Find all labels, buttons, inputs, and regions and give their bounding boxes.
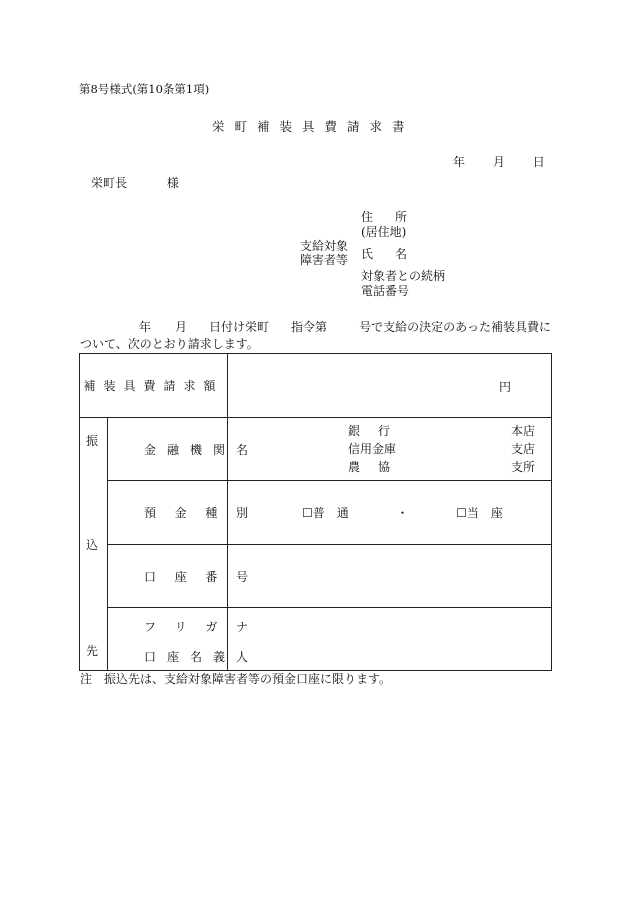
furigana-label-char: ナ — [235, 620, 248, 634]
applicant-relation-label: 対象者との続柄 — [361, 269, 446, 283]
deposit-ordinary-checkbox[interactable]: ☐普 通 — [302, 506, 349, 520]
holder-row — [80, 608, 552, 671]
bank-type-list — [348, 422, 402, 476]
bank-label-text-char: 名 — [235, 442, 248, 457]
account-number-label — [108, 545, 248, 608]
account-holder-label-char: 義 — [212, 650, 225, 664]
addressee-honorific: 様 — [166, 176, 179, 190]
claim-table — [79, 353, 552, 671]
date-line — [453, 155, 545, 169]
bank-label-text-char: 融 — [166, 442, 179, 457]
notice-line-1 — [139, 320, 551, 334]
branch-type-main: 本店 — [511, 424, 536, 438]
applicant-group-line2: 障害者等 — [300, 253, 349, 267]
applicant-address-label: 住所 — [361, 210, 430, 224]
furigana-label-char: フ — [144, 620, 157, 634]
branch-type-list — [511, 422, 535, 476]
document-title: 栄町補装具費請求書 — [212, 119, 415, 134]
bank-type-bank: 銀 行 — [348, 424, 391, 438]
bank-label-text-char: 金 — [144, 442, 157, 457]
notice-rest: 号で支給の決定のあった補装具費に — [359, 320, 551, 334]
deposit-type-cell — [228, 481, 552, 545]
yen-unit: 円 — [499, 380, 512, 394]
bank-input-cell[interactable] — [228, 418, 552, 481]
date-day-label: 日 — [532, 155, 545, 169]
bank-label-text-char: 機 — [189, 442, 202, 457]
applicant-phone-label: 電話番号 — [361, 284, 410, 298]
addressee-name: 栄町長 — [91, 176, 128, 190]
bank-type-nokyo: 農 協 — [348, 460, 391, 474]
furigana-label-char: ガ — [205, 620, 218, 634]
deposit-type-label-text-char: 別 — [235, 506, 248, 520]
applicant-name-label: 氏名 — [361, 247, 430, 261]
date-month-label: 月 — [492, 155, 505, 169]
holder-input-cell[interactable] — [228, 608, 552, 671]
account-number-row — [80, 545, 552, 608]
deposit-type-label-text-char: 預 — [144, 506, 157, 520]
amount-row — [80, 354, 552, 418]
branch-type-branch: 支店 — [511, 442, 536, 456]
account-number-label-text-char: 座 — [174, 569, 187, 584]
deposit-type-label-text-char: 種 — [205, 506, 218, 520]
bank-label — [108, 418, 248, 481]
applicant-group-label — [300, 239, 348, 267]
transfer-char-1: 振 — [86, 434, 99, 448]
account-holder-label-char: 名 — [189, 650, 202, 664]
notice-order: 指令第 — [291, 320, 328, 334]
transfer-char-3: 先 — [86, 644, 99, 658]
form-number: 第8号様式(第10条第1項) — [79, 82, 210, 96]
deposit-separator: ・ — [396, 506, 409, 520]
addressee — [91, 176, 179, 190]
account-holder-label-char: 人 — [235, 650, 248, 664]
deposit-current-checkbox[interactable]: ☐当 座 — [456, 506, 503, 520]
account-number-label-text-char: 号 — [235, 569, 248, 584]
transfer-char-2: 込 — [86, 538, 99, 552]
date-year-label: 年 — [453, 155, 466, 169]
account-number-label-text-char: 番 — [205, 569, 218, 584]
notice-month: 月 — [175, 320, 188, 334]
holder-label-cell — [108, 608, 248, 671]
notice-year: 年 — [139, 320, 152, 334]
account-holder-label-char: 口 — [144, 650, 157, 664]
bank-label-text-char: 関 — [212, 442, 225, 457]
footnote: 注 振込先は、支給対象障害者等の預金口座に限ります。 — [80, 672, 392, 686]
notice-dated: 日付け栄町 — [209, 320, 270, 334]
transfer-label-cell — [80, 418, 108, 671]
account-number-input-cell[interactable] — [228, 545, 552, 608]
deposit-type-label — [108, 481, 248, 545]
applicant-group-line1: 支給対象 — [300, 239, 349, 253]
furigana-label-char: リ — [174, 620, 187, 634]
bank-type-shinkin: 信用金庫 — [348, 442, 397, 456]
account-number-label-text-char: 口 — [144, 569, 157, 584]
deposit-type-label-text-char: 金 — [174, 506, 187, 520]
amount-input-cell[interactable] — [228, 354, 552, 418]
applicant-residence-label: (居住地) — [361, 225, 407, 239]
notice-line-2: ついて、次のとおり請求します。 — [80, 337, 259, 351]
deposit-type-row — [80, 481, 552, 545]
bank-row — [80, 418, 552, 481]
branch-type-sub: 支所 — [511, 460, 536, 474]
account-holder-label-char: 座 — [166, 650, 179, 664]
amount-label: 補装具費請求額 — [80, 354, 228, 418]
